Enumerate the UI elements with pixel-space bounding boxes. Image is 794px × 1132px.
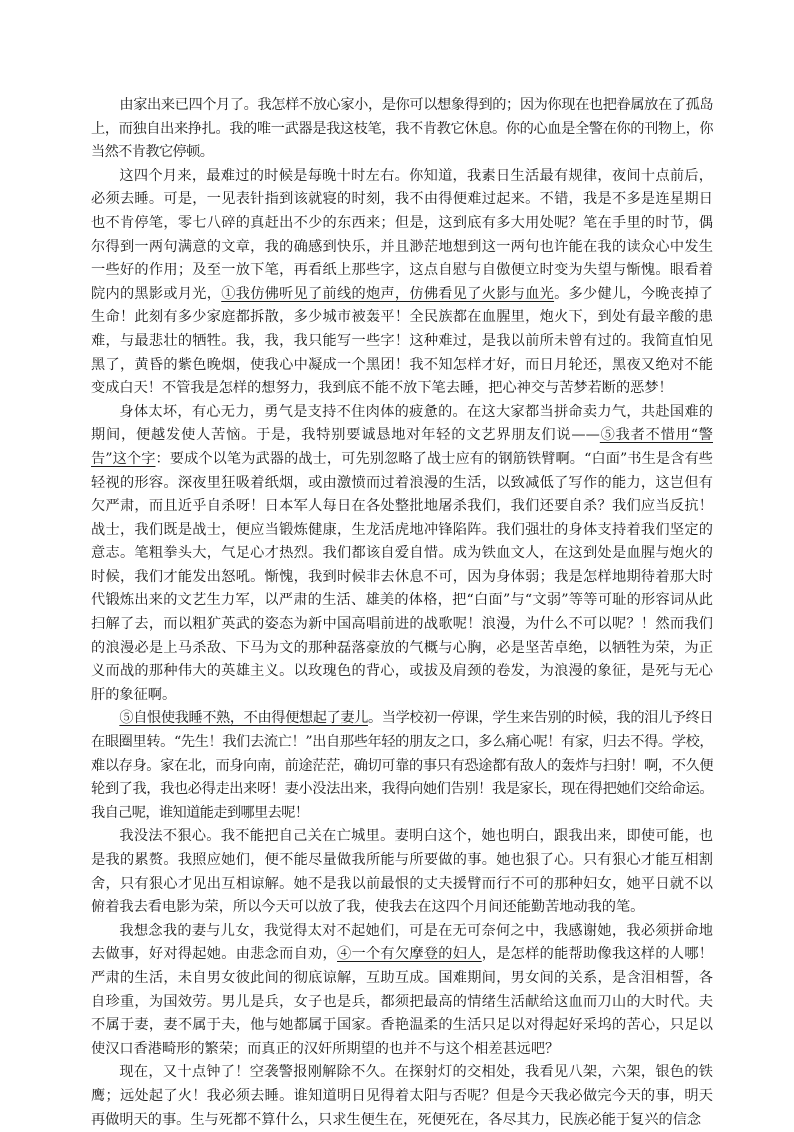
underlined-phrase: ④一个有欠摩登的妇人 bbox=[337, 946, 482, 963]
paragraph bbox=[91, 920, 713, 1062]
text-run: 身体太坏，有心无力，勇气是支持不住肉体的疲惫的。在这大家都当拼命卖力气，共赴国难的期间，便越发使人苦恼。于是，我特别要诚恳地对年轻的文艺界朋友们说—— bbox=[91, 403, 713, 444]
text-run: 。当学校初一停课，学生来告别的时候，我的泪儿予终日在眼圈里转。“先生！我们去流亡！”出自那些年轻的朋友之口，多么痛心呢！有家，归去不得。学校，难以存身。家在北，而身向南，前途茫茫，确切可靠的事只有恐途都有敌人的轰炸与扫射！啊，不久便轮到了我，我也必得走出来呀！妻小没法出来，我得向她们告别！我是家长，现在得把她们交给命运。我自己呢，谁知道能走到哪里去呢！ bbox=[91, 710, 713, 821]
paragraph bbox=[91, 401, 713, 708]
paragraph bbox=[91, 94, 713, 165]
text-run: 这四个月来，最难过的时候是每晚十时左右。你知道，我素日生活最有规律，夜间十点前后，必须去睡。可是，一见表针指到该就寝的时刻，我不由得便难过起来。不错，我是不多是连星期日也不肯停笔，零七八碎的真赶出不少的东西来；但是，这到底有多大用处呢？笔在手里的时节，偶尔得到一两句满意的文章，我的确感到快乐，并且渺茫地想到这一两句也许能在我的读众心中发生一些好的作用；及至一放下笔，再看纸上那些字，这点自慰与自傲便立时变为失望与惭愧。眼看着院内的黑影或月光， bbox=[91, 167, 713, 302]
paragraph bbox=[91, 707, 713, 825]
underlined-phrase: ⑤我者不惜用“警告”这个字 bbox=[91, 427, 713, 467]
paragraph bbox=[91, 1061, 713, 1132]
paragraph bbox=[91, 825, 713, 919]
text-run: 我没法不狠心。我不能把自己关在亡城里。妻明白这个，她也明白，跟我出来，即使可能，也是我的累赘。我照应她们，便不能尽量做我所能与所要做的事。她也狠了心。只有狠心才能互相割舍，只有狠心才见出互相谅解。她不是我以前最恨的丈夫援臂而行不可的那种妇女，她平日就不以俯着我去看电影为荣，所以今天可以放了我，使我去在这四个月间还能勤苦地动我的笔。 bbox=[91, 828, 713, 916]
letter-body bbox=[91, 94, 713, 1132]
text-run: 由家出来已四个月了。我怎样不放心家小，是你可以想象得到的；因为你现在也把眷属放在了孤岛上，而独自出来挣扎。我的唯一武器是我这枝笔，我不肯教它休息。你的心血是全警在你的刊物上，你当然不肯教它停顿。 bbox=[91, 97, 713, 161]
underlined-phrase: ①我仿佛听见了前线的炮声，仿佛看见了火影与血光 bbox=[221, 285, 555, 302]
text-run: ：要成个以笔为武器的战士，可先别忽略了战士应有的钢筋铁臂啊。“白面”书生是含有些轻视的形容。深夜里狂吸着纸烟，或由激愤而过着浪漫的生活，以致减低了写作的能力，这岂但有欠严肃，而且近乎自杀呀！日本军人每日在各处整批地屠杀我们，我们还要自杀？我们应当反抗！战士，我们既是战士，便应当锻炼健康，生龙活虎地冲锋陷阵。我们强壮的身体支持着我们坚定的意志。笔粗拳头大，气足心才热烈。我们都该自爱自惜。成为铁血文人，在这到处是血腥与炮火的时候，我们才能发出怒吼。惭愧，我到时候非去休息不可，因为身体弱；我是怎样地期待着那大时代锻炼出来的文艺生力军，以严肃的生活、雄美的体格，把“白面”与“文弱”等等可耻的形容词从此扫解了去，而以粗犷英武的姿态为新中国高唱前进的战歌呢！浪漫，为什么不可以呢？！然而我们的浪漫必是上马杀敌、下马为文的那种磊落豪放的气概与心胸，必是坚苦卓绝，以牺牲为荣，为正义而战的那种伟大的英雄主义。以玫瑰色的背心，或拔及肩颈的卷发，为浪漫的象征，是死与无心肝的象征啊。 bbox=[91, 450, 713, 703]
paragraph bbox=[91, 165, 713, 401]
text-run: 现在，又十点钟了！空袭警报刚解除不久。在探射灯的交相处，我看见八架，六架，银色的铁鹰；远处起了火！我必须去睡。谁知道明日见得着太阳与否呢？但是今天我必做完今天的事，明天再做明天的事。生与死都不算什么，只求生便生在，死便死在，各尽其力，民族必能于复兴的信念 bbox=[91, 1064, 713, 1128]
text-run: 。多少健儿，今晚丧掉了生命！此刻有多少家庭都拆散，多少城市被轰平！全民族都在血腥里，炮火下，到处有最辛酸的患难，与最悲壮的牺牲。我，我，我只能写一些字！这种难过，是我以前所未曾有过的。我简直怕见黑了，黄昏的紫色晚烟，使我心中凝成一个黑团！我不知怎样才好，而日月轮还，黑夜又绝对不能变成白天！不管我是怎样的想努力，我到底不能不放下笔去睡，把心神交与苦梦若断的恶梦！ bbox=[91, 285, 713, 397]
text-run: ，是怎样的能帮助像我这样的人哪！严肃的生活，未自男女彼此间的彻底谅解，互助互成。国难期间，男女间的关系，是含泪相誓，各自珍重，为国效劳。男儿是兵，女子也是兵，都须把最高的情绪生活献给这血而刀山的大时代。夫不属于妻，妻不属于夫，他与她都属于国家。香艳温柔的生活只足以对得起好采坞的苦心，只足以使汉口香港畸形的繁荣；而真正的汉奸所期望的也并不与这个相差甚远吧？ bbox=[91, 946, 713, 1057]
text-run: 我想念我的妻与儿女，我觉得太对不起她们，可是在无可奈何之中，我感谢她，我必须拼命地去做事，好对得起她。由悲念而自劝， bbox=[91, 922, 713, 963]
underlined-phrase: ⑤自恨使我睡不熟，不由得便想起了妻儿 bbox=[119, 710, 368, 727]
